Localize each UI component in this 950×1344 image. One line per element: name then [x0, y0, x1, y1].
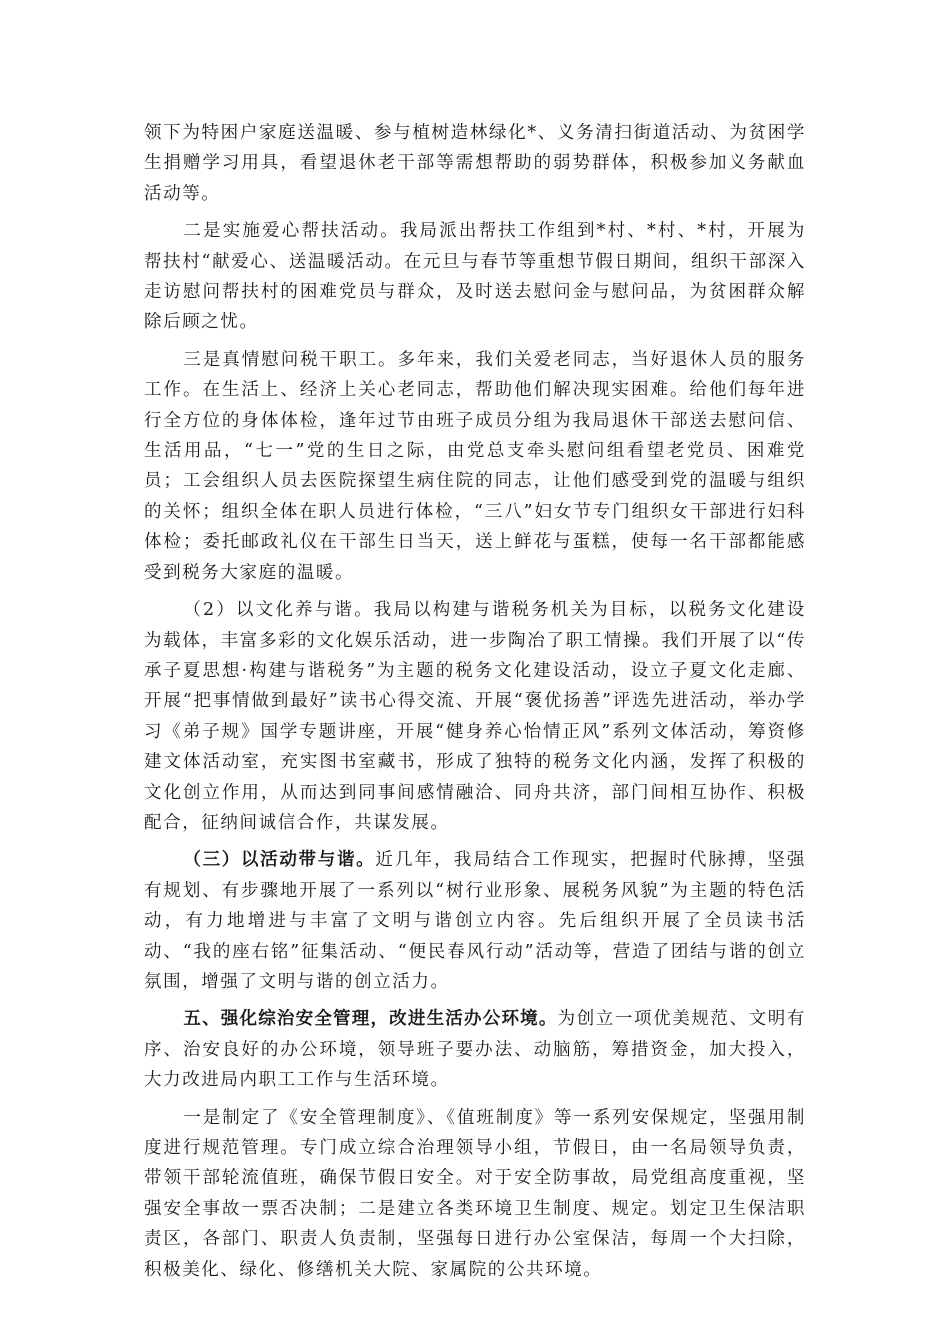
paragraph-text: 一是制定了《安全管理制度》、《值班制度》等一系列安保规定，坚强用制度进行规范管理。专门成立综合治理领导小组，节假日，由一名局领导负责，带领干部轮流值班，确保节假日安全。对于安全防事故，局党组高度重视，坚强安全事故一票否决制；二是建立各类环境卫生制度、规定。划定卫生保洁职责区，各部门、职责人负责制，坚强每日进行办公室保洁，每周一个大扫除，积极美化、绿化、修缮机关大院、家属院的公共环境。 [144, 1107, 806, 1280]
paragraph-retiree-care [144, 345, 806, 588]
paragraph-activities [144, 845, 806, 997]
paragraph-lead: 五、强化综治安全管理，改进生活办公环境。 [183, 1009, 558, 1030]
paragraph-text: （2）以文化养与谐。我局以构建与谐税务机关为目标，以税务文化建设为载体，丰富多彩的文化娱乐活动，进一步陶冶了职工情操。我们开展了以“传承子夏思想·构建与谐税务”为主题的税务文化建设活动，设立子夏文化走廊、开展“把事情做到最好”读书心得交流、开展“褒优扬善”评选先进活动，举办学习《弟子规》国学专题讲座，开展“健身养心怡情正风”系列文体活动，筹资修建文体活动室，充实图书室藏书，形成了独特的税务文化内涵，发挥了积极的文化创立作用，从而达到同事间感情融洽、同舟共济，部门间相互协作、积极配合，征纳间诚信合作，共谋发展。 [144, 600, 806, 833]
document-body [144, 118, 806, 1292]
paragraph-text: 二是实施爱心帮扶活动。我局派出帮扶工作组到*村、*村、*村，开展为帮扶村“献爱心、送温暖活动。在元旦与春节等重想节假日期间，组织干部深入走访慰问帮扶村的困难党员与群众，及时送去慰问金与慰问品，为贫困群众解除后顾之忧。 [144, 221, 806, 333]
paragraph-care-assistance [144, 216, 806, 338]
paragraph-text: 领下为特困户家庭送温暖、参与植树造林绿化*、义务清扫街道活动、为贫困学生捐赠学习用具，看望退休老干部等需想帮助的弱势群体，积极参加义务献血活动等。 [144, 123, 806, 204]
paragraph-lead: （三）以活动带与谐。 [183, 850, 376, 871]
paragraph-section-five [144, 1004, 806, 1095]
paragraph-culture [144, 595, 806, 838]
paragraph-continued [144, 118, 806, 209]
paragraph-text: 为创立一项优美规范、文明有序、治安良好的办公环境，领导班子要办法、动脑筋，筹措资金，加大投入，大力改进局内职工工作与生活环境。 [144, 1009, 806, 1091]
paragraph-text: 三是真情慰问税干职工。多年来，我们关爱老同志，当好退休人员的服务工作。在生活上、经济上关心老同志，帮助他们解决现实困难。给他们每年进行全方位的身体体检，逢年过节由班子成员分组为我局退休干部送去慰问信、生活用品，“七一”党的生日之际，由党总支牵头慰问组看望老党员、困难党员；工会组织人员去医院探望生病住院的同志，让他们感受到党的温暖与组织的关怀；组织全体在职人员进行体检，“三八”妇女节专门组织女干部进行妇科体检；委托邮政礼仪在干部生日当天，送上鲜花与蛋糕，使每一名干部都能感受到税务大家庭的温暖。 [144, 349, 806, 583]
paragraph-text: 近几年，我局结合工作现实，把握时代脉搏，坚强有规划、有步骤地开展了一系列以“树行业形象、展税务风貌”为主题的特色活动，有力地增进与丰富了文明与谐创立内容。先后组织开展了全员读书活动、“我的座右铭”征集活动、“便民春风行动”活动等，营造了团结与谐的创立氛围，增强了文明与谐的创立活力。 [144, 850, 807, 992]
paragraph-safety-rules [144, 1103, 806, 1285]
